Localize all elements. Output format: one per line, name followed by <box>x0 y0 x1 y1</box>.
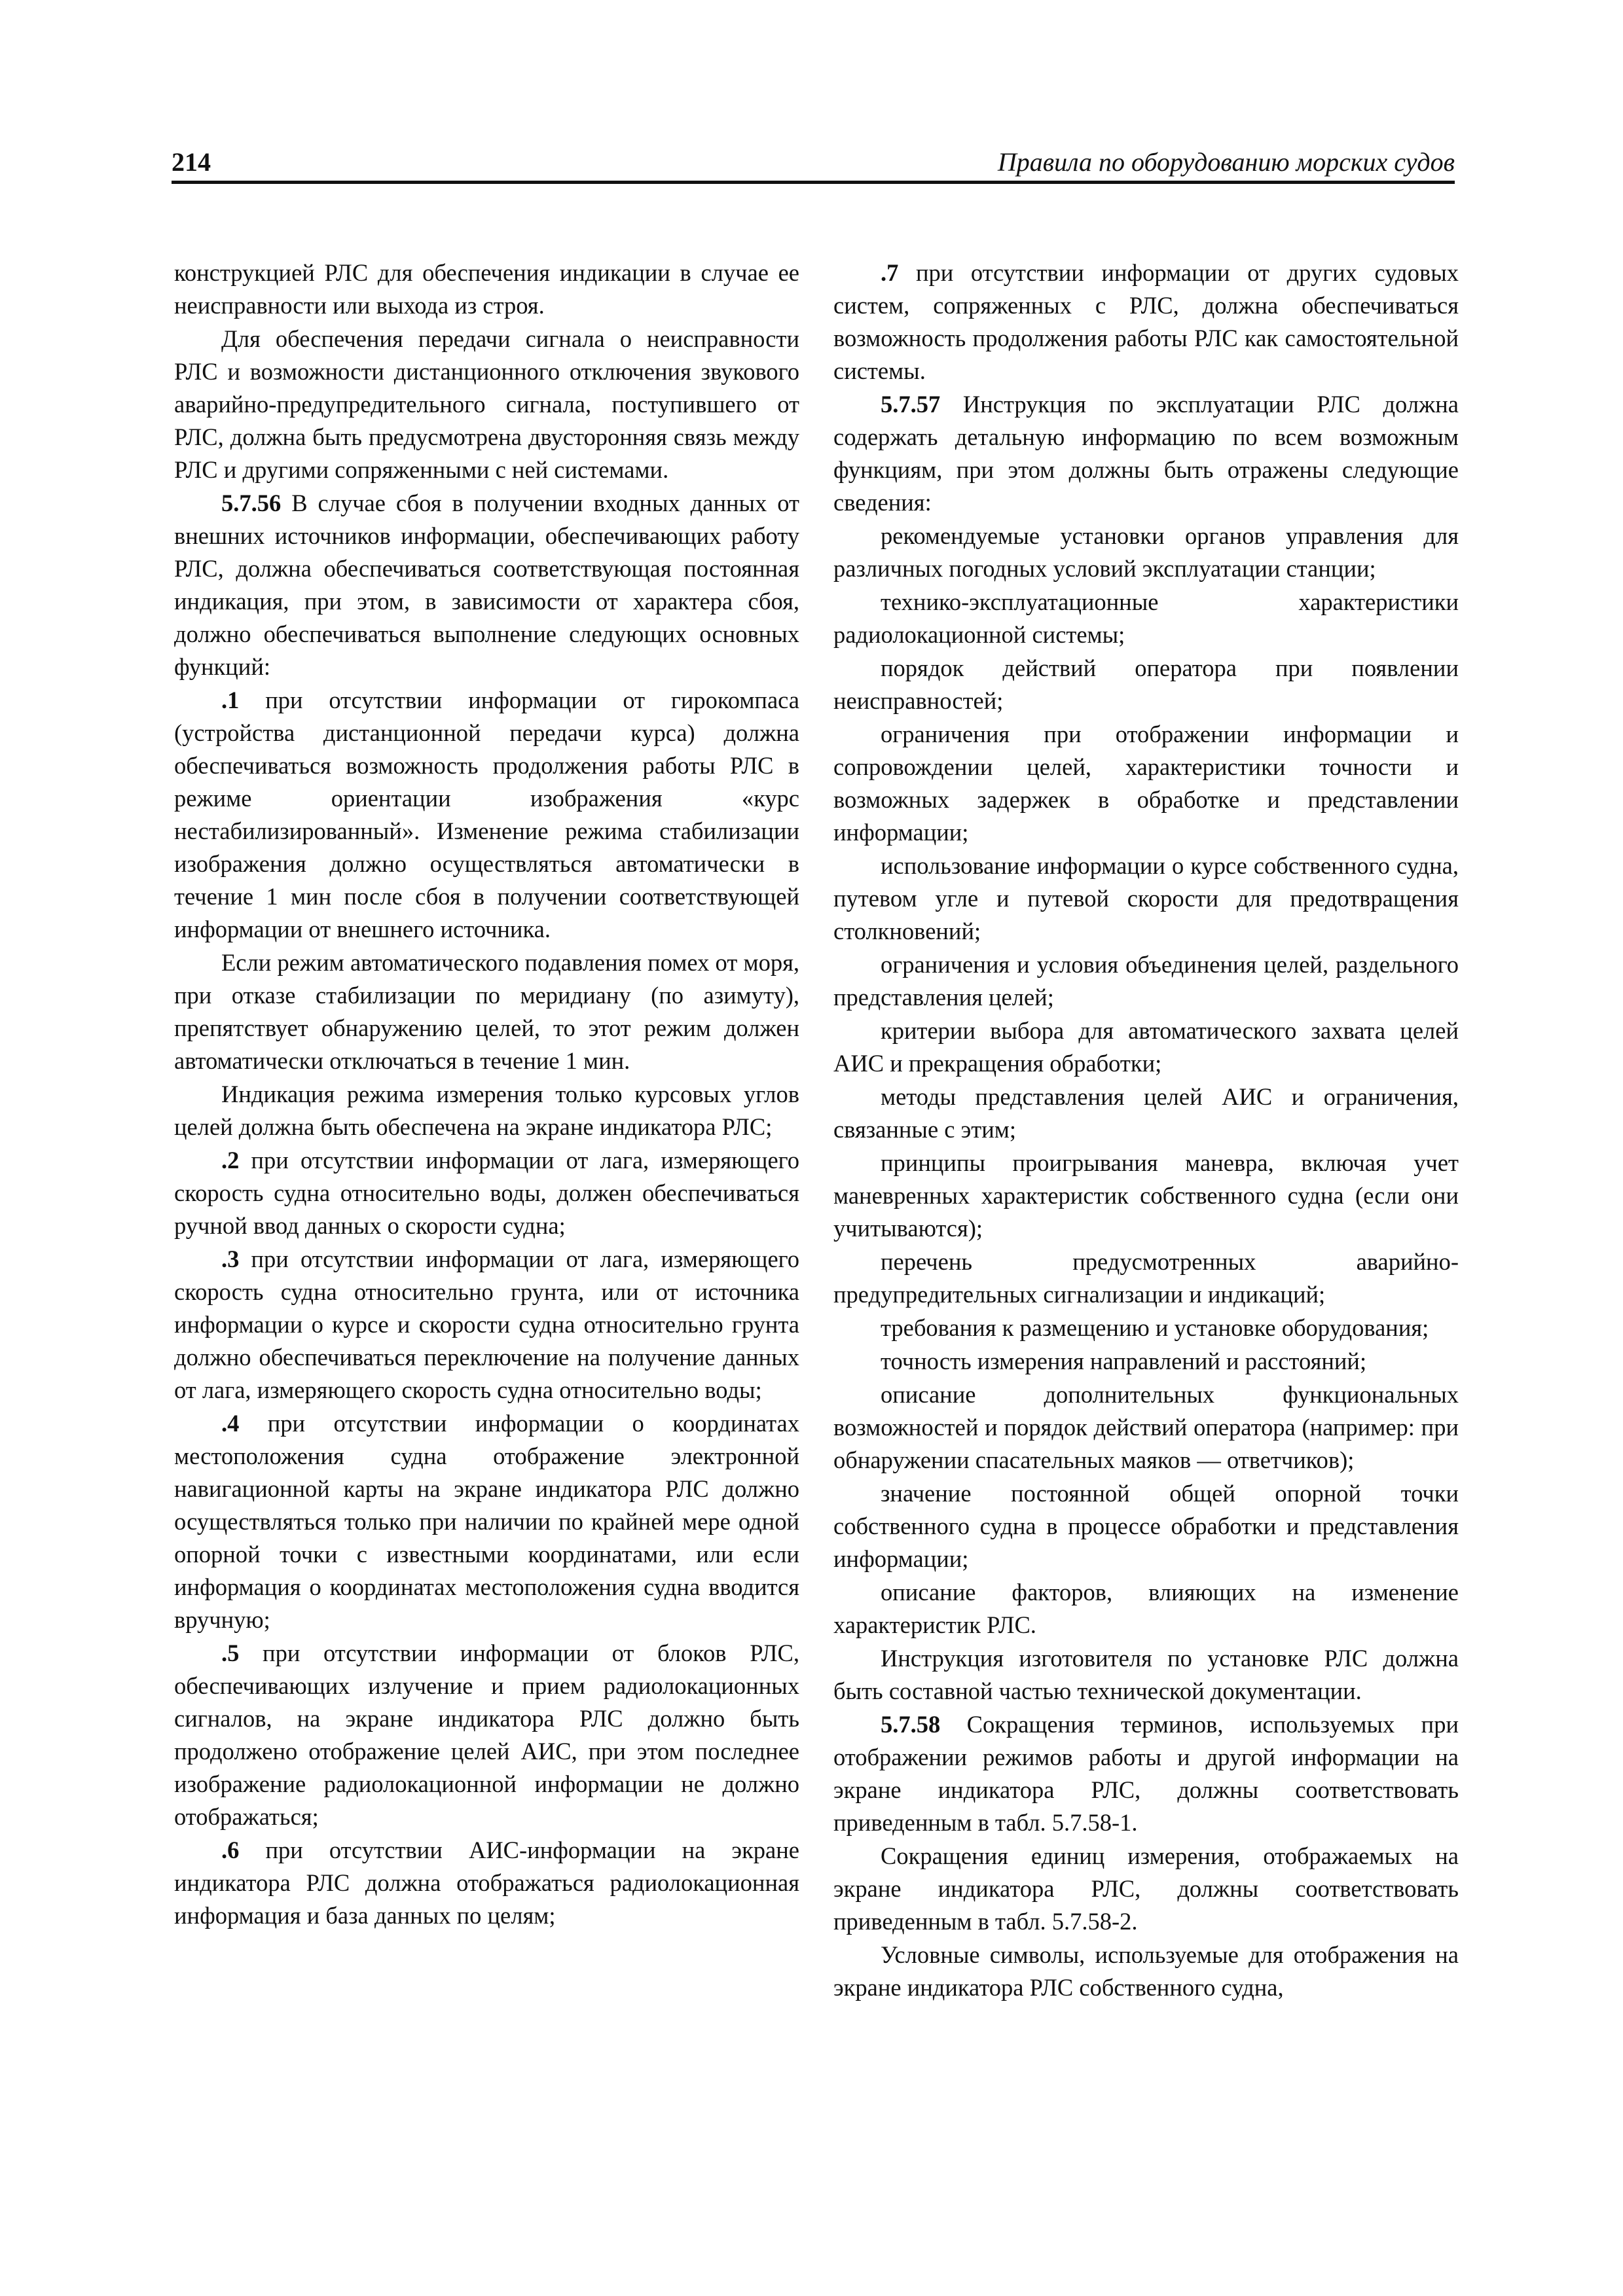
paragraph <box>174 1078 799 1143</box>
paragraph <box>174 946 799 1077</box>
paragraph-text: Инструкция по эксплуатации РЛС должна содержать детальную информацию по всем возможным функциям, при этом должны быть отражены следующие сведения: <box>833 391 1459 516</box>
paragraph <box>833 850 1459 948</box>
paragraph-text: при отсутствии информации от гирокомпаса (устройства дистанционной передачи курса) должна обеспечиваться возможность продолжения работы РЛС в режиме ориентации изображения «курс нестабилизированный». Изменение режима стабилизации изображения должно осуществляться автоматически в течение 1 мин после сбоя в получении соответствующей информации от внешнего источника. <box>174 687 799 942</box>
paragraph-text: конструкцией РЛС для обеспечения индикации в случае ее неисправности или выхода из строя. <box>174 259 799 319</box>
section-number: .5 <box>221 1640 240 1666</box>
left-column <box>174 257 799 1933</box>
paragraph-text: ограничения и условия объединения целей, раздельного представления целей; <box>833 951 1459 1011</box>
paragraph <box>174 487 799 683</box>
paragraph <box>174 1407 799 1636</box>
page-number: 214 <box>172 147 211 177</box>
paragraph <box>833 948 1459 1014</box>
paragraph-text: описание дополнительных функциональных возможностей и порядок действий оператора (например: при обнаружении спасательных маяков — ответчиков); <box>833 1381 1459 1473</box>
section-number: 5.7.58 <box>881 1711 941 1738</box>
paragraph <box>833 1014 1459 1080</box>
section-number: .1 <box>221 687 240 713</box>
paragraph <box>833 1642 1459 1708</box>
page-header <box>172 145 1455 179</box>
paragraph-text: порядок действий оператора при появлении неисправностей; <box>833 655 1459 714</box>
paragraph <box>174 1243 799 1407</box>
paragraph-text: методы представления целей АИС и ограничения, связанные с этим; <box>833 1083 1459 1143</box>
paragraph-text: ограничения при отображении информации и сопровождении целей, характеристики точности и возможных задержек в обработке и представлении информации; <box>833 721 1459 846</box>
paragraph-text: Для обеспечения передачи сигнала о неисправности РЛС и возможности дистанционного отключения звукового аварийно-предупредительного сигнала, поступившего от РЛС, должна быть предусмотрена двусторонняя связь между РЛС и другими сопряженными с ней системами. <box>174 325 799 483</box>
paragraph <box>174 257 799 322</box>
paragraph-text: Если режим автоматического подавления помех от моря, при отказе стабилизации по меридиану (по азимуту), препятствует обнаружению целей, то этот режим должен автоматически отключаться в течение 1 мин. <box>174 949 799 1074</box>
paragraph-text: при отсутствии информации от других судовых систем, сопряженных с РЛС, должна обеспечиваться возможность продолжения работы РЛС как самостоятельной системы. <box>833 259 1459 384</box>
paragraph-text: при отсутствии информации от лага, измеряющего скорость судна относительно воды, должен обеспечиваться ручной ввод данных о скорости судна; <box>174 1147 799 1239</box>
paragraph <box>833 520 1459 585</box>
section-number: .4 <box>221 1410 240 1437</box>
paragraph-text: рекомендуемые установки органов управления для различных погодных условий эксплуатации станции; <box>833 522 1459 582</box>
paragraph <box>833 1708 1459 1839</box>
paragraph <box>174 1637 799 1833</box>
paragraph <box>174 1144 799 1242</box>
paragraph-text: описание факторов, влияющих на изменение характеристик РЛС. <box>833 1579 1459 1638</box>
paragraph <box>833 1378 1459 1477</box>
paragraph <box>833 1576 1459 1641</box>
paragraph-text: при отсутствии АИС-информации на экране индикатора РЛС должна отображаться радиолокационная информация и база данных по целям; <box>174 1837 799 1929</box>
paragraph <box>174 684 799 946</box>
paragraph <box>174 323 799 486</box>
paragraph-text: использование информации о курсе собственного судна, путевом угле и путевой скорости для предотвращения столкновений; <box>833 852 1459 944</box>
paragraph <box>833 718 1459 849</box>
paragraph <box>833 586 1459 651</box>
paragraph-text: требования к размещению и установке оборудования; <box>881 1314 1429 1341</box>
paragraph-text: Индикация режима измерения только курсовых углов целей должна быть обеспечена на экране индикатора РЛС; <box>174 1081 799 1140</box>
paragraph <box>833 1147 1459 1245</box>
paragraph-text: критерии выбора для автоматического захвата целей АИС и прекращения обработки; <box>833 1017 1459 1077</box>
paragraph <box>833 1939 1459 2004</box>
right-column <box>833 257 1459 2005</box>
paragraph-text: перечень предусмотренных аварийно-предупредительных сигнализации и индикаций; <box>833 1248 1459 1308</box>
running-title: Правила по оборудованию морских судов <box>997 147 1455 177</box>
section-number: .7 <box>881 259 899 286</box>
paragraph <box>833 1312 1459 1344</box>
paragraph-text: точность измерения направлений и расстояний; <box>881 1348 1367 1374</box>
paragraph-text: при отсутствии информации от блоков РЛС, обеспечивающих излучение и прием радиолокационных сигналов, на экране индикатора РЛС должно быть продолжено отображение целей АИС, при этом последнее изображение радиолокационной информации не должно отображаться; <box>174 1640 799 1830</box>
paragraph-text: значение постоянной общей опорной точки собственного судна в процессе обработки и представления информации; <box>833 1480 1459 1572</box>
paragraph-text: принципы проигрывания маневра, включая учет маневренных характеристик собственного судна (если они учитываются); <box>833 1149 1459 1242</box>
section-number: 5.7.56 <box>221 490 282 516</box>
paragraph-text: при отсутствии информации о координатах местоположения судна отображение электронной навигационной карты на экране индикатора РЛС должно осуществляться только при наличии по крайней мере одной опорной точки с известными координатами, или если информация о координатах местоположения судна вводится вручную; <box>174 1410 799 1633</box>
paragraph-text: Сокращения терминов, используемых при отображении режимов работы и другой информации на экране индикатора РЛС, должны соответствовать приведенным в табл. 5.7.58-1. <box>833 1711 1459 1836</box>
paragraph-text: при отсутствии информации от лага, измеряющего скорость судна относительно грунта, или от источника информации о курсе и скорости судна относительно грунта должно обеспечиваться переключение на получение данных от лага, измеряющего скорость судна относительно воды; <box>174 1246 799 1403</box>
section-number: 5.7.57 <box>881 391 941 418</box>
paragraph <box>174 1834 799 1932</box>
section-number: .6 <box>221 1837 240 1863</box>
paragraph <box>833 388 1459 519</box>
paragraph-text: Сокращения единиц измерения, отображаемых на экране индикатора РЛС, должны соответствовать приведенным в табл. 5.7.58-2. <box>833 1842 1459 1935</box>
section-number: .3 <box>221 1246 240 1272</box>
section-number: .2 <box>221 1147 240 1174</box>
paragraph-text: Условные символы, используемые для отображения на экране индикатора РЛС собственного судна, <box>833 1941 1459 2001</box>
paragraph-text: В случае сбоя в получении входных данных от внешних источников информации, обеспечивающих работу РЛС, должна обеспечиваться соответствующая постоянная индикация, при этом, в зависимости от характера сбоя, должно обеспечиваться выполнение следующих основных функций: <box>174 490 799 680</box>
paragraph <box>833 1840 1459 1938</box>
paragraph <box>833 1246 1459 1311</box>
paragraph-text: Инструкция изготовителя по установке РЛС должна быть составной частью технической документации. <box>833 1645 1459 1704</box>
paragraph <box>833 257 1459 387</box>
header-rule <box>172 181 1455 184</box>
paragraph <box>833 1081 1459 1146</box>
paragraph <box>833 1345 1459 1378</box>
paragraph <box>833 1477 1459 1575</box>
paragraph <box>833 652 1459 717</box>
paragraph-text: технико-эксплуатационные характеристики радиолокационной системы; <box>833 588 1459 648</box>
